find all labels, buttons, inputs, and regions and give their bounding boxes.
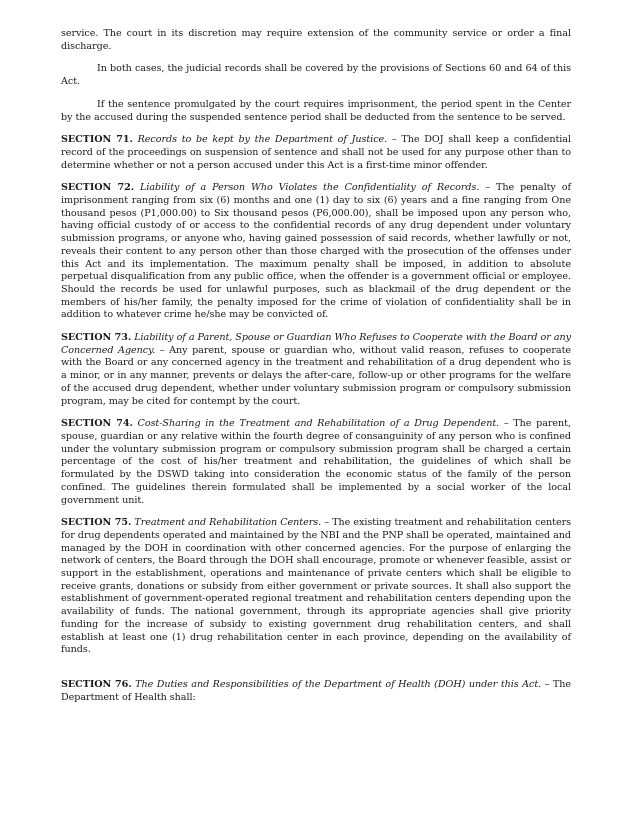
section-75 — [61, 517, 571, 657]
section-heading: SECTION 76. — [61, 678, 132, 690]
paragraph-judicial-records: In both cases, the judicial records shall be covered by the provisions of Sections 60 and 64 of this Act. — [61, 63, 571, 88]
section-heading: SECTION 71. — [61, 134, 133, 146]
section-73 — [61, 332, 571, 408]
section-title: Cost-Sharing in the Treatment and Rehabilitation of a Drug Dependent. — [137, 418, 500, 430]
section-heading: SECTION 72. — [61, 182, 135, 194]
section-71 — [61, 134, 571, 172]
section-body: – The Department of Health shall: — [61, 678, 571, 703]
section-title: Liability of a Person Who Violates the Confidentiality of Records. — [140, 182, 480, 194]
section-74 — [61, 418, 571, 507]
section-title: Treatment and Rehabilitation Centers. — [134, 517, 322, 529]
section-body: – The existing treatment and rehabilitation centers for drug dependents operated and maintained by the NBI and the PNP shall be operated, maintained and managed by the DOH in coordination with other concerned agencies. For the purpose of enlarging the network of centers, the Board through the DOH shall encourage, promote or whenever feasible, assist or support in the establishment, operations and maintenance of private centers which shall be eligible to receive grants, donations or subsidy from either government or private sources. It shall also support the establishment of government-operated regional treatment and rehabilitation centers depending upon the availability of funds. The national government, through its appropriate agencies shall give priority funding for the increase of subsidy to existing government drug rehabilitation centers, and shall establish at least one (1) drug rehabilitation center in each province, depending on the availability of funds. — [61, 517, 571, 656]
section-body: – Any parent, spouse or guardian who, without valid reason, refuses to cooperate with the Board or any concerned agency in the treatment and rehabilitation of a drug dependent who is a minor, or in any manner, prevents or delays the after-care, follow-up or other programs for the welfare of the accused drug dependent, whether under voluntary submission program or compulsory submission program, may be cited for contempt by the court. — [61, 344, 572, 407]
spacer — [61, 667, 571, 679]
paragraph-continuation: service. The court in its discretion may require extension of the community service or order a final discharge. — [61, 28, 571, 52]
section-heading: SECTION 73. — [61, 332, 132, 344]
section-title: Records to be kept by the Department of Justice. — [137, 134, 388, 146]
document-body — [61, 28, 571, 714]
section-body: – The parent, spouse, guardian or any relative within the fourth degree of consanguinity of any person who is confined under the voluntary submission program or compulsory submission program shall be charged a certain percentage of the cost of his/her treatment and rehabilitation, the guidelines of which shall be formulated by the DSWD taking into consideration the economic status of the family of the person confined. The guidelines therein formulated shall be implemented by a social worker of the local government unit. — [61, 418, 571, 506]
section-76 — [61, 679, 571, 704]
paragraph-imprisonment: If the sentence promulgated by the court requires imprisonment, the period spent in the Center by the accused during the suspended sentence period shall be deducted from the sentence to be served. — [61, 98, 571, 123]
section-heading: SECTION 75. — [61, 517, 132, 529]
section-body: – The DOJ shall keep a confidential record of the proceedings on suspension of sentence and shall not be used for any purpose other than to determine whether or not a person accused under this Act is a first-time minor offender. — [61, 134, 571, 171]
section-body: – The penalty of imprisonment ranging from six (6) months and one (1) day to six (6) years and a fine ranging from One thousand pesos (P1,000.00) to Six thousand pesos (P6,000.00), shall be imposed upon any person who, having official custody of or access to the confidential records of any drug dependent under voluntary submission programs, or anyone who, having gained possession of said records, whether lawfully or not, reveals their content to any person other than those charged with the prosecution of the offenses under this Act and its implementation. The maximum penalty shall be imposed, in addition to absolute perpetual disqualification from any public office, when the offender is a government official or employee. Should the records be used for unlawful purposes, such as blackmail of the drug dependent or the members of his/her family, the penalty imposed for the crime of violation of confidentiality shall be in addition to whatever crime he/she may be convicted of. — [61, 182, 571, 321]
section-72 — [61, 182, 571, 322]
section-title: The Duties and Responsibilities of the Department of Health (DOH) under this Act. — [135, 678, 542, 690]
section-title: Liability of a Parent, Spouse or Guardian Who Refuses to Cooperate with the Board or any Concerned Agency. — [61, 332, 572, 356]
section-heading: SECTION 74. — [61, 418, 133, 430]
